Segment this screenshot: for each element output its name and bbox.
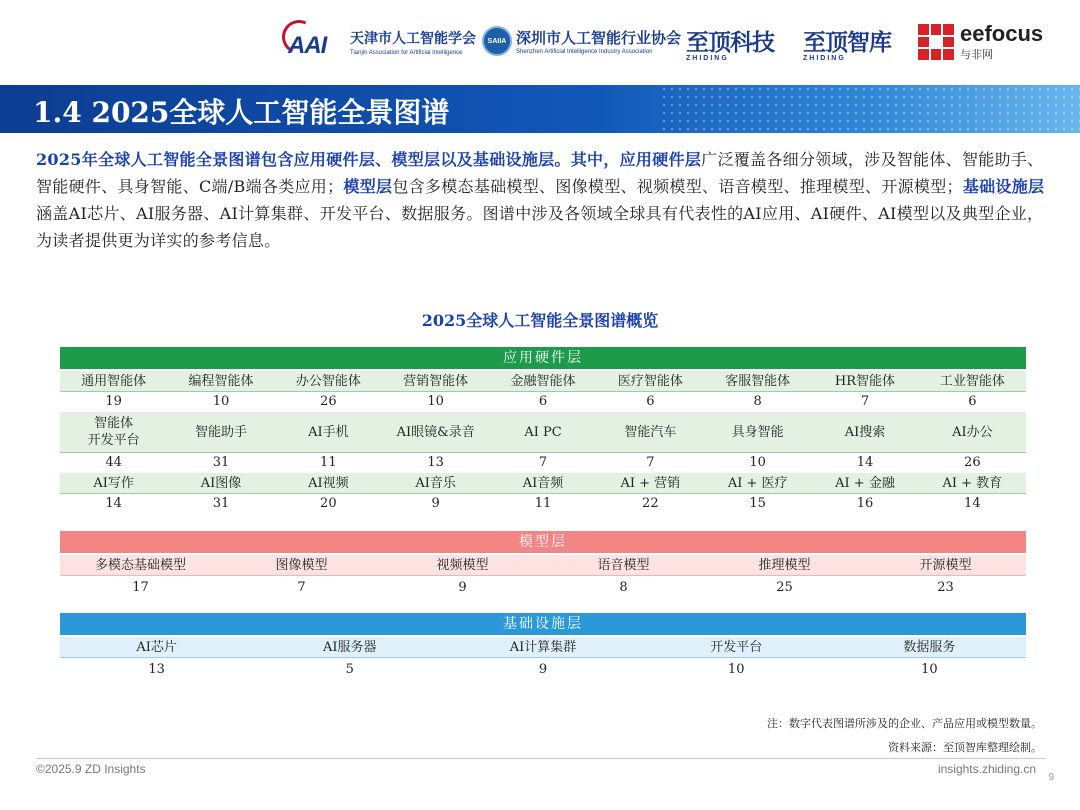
footer-copyright: ©2025.9 ZD Insights	[36, 762, 146, 776]
shenzhen-ai-association-logo	[482, 26, 681, 56]
infra-value: 5	[345, 661, 354, 677]
model-label: 开源模型	[919, 557, 972, 573]
app-value: 14	[105, 496, 122, 511]
app-label: AI写作	[93, 475, 134, 491]
model-label: 推理模型	[758, 557, 811, 573]
app-value: 7	[860, 394, 870, 409]
infra-label: 开发平台	[710, 639, 763, 655]
tianjin-logo-mark	[280, 20, 350, 64]
app-label: AI眼镜&录音	[396, 424, 475, 440]
app-label: 智能汽车	[624, 424, 677, 440]
app-label: AI + 医疗	[727, 475, 788, 491]
app-value: 26	[320, 394, 337, 409]
model-label: 语音模型	[597, 557, 650, 573]
model-label: 视频模型	[436, 557, 489, 573]
app-label: 金融智能体	[510, 373, 576, 389]
app-row-3-values	[60, 494, 1026, 513]
page-title: 1.4 2025全球人工智能全景图谱	[33, 96, 450, 129]
app-value: 9	[431, 496, 440, 511]
tianjin-logo-en: Tianjin Association for Artificial Intelligence	[350, 50, 463, 56]
app-label: 编程智能体	[188, 373, 254, 389]
app-value: 13	[427, 455, 444, 470]
intro-part-4: 包含多模态基础模型、图像模型、视频模型、语音模型、推理模型、开源模型；	[392, 177, 963, 196]
shenzhen-logo-en: Shenzhen Artificial Intelligence Industry Association	[516, 49, 653, 55]
tianjin-logo-cn: 天津市人工智能学会	[350, 31, 476, 47]
infra-label: AI服务器	[323, 639, 377, 655]
model-value: 9	[458, 579, 467, 595]
app-label: 智能体 开发平台	[87, 416, 140, 448]
app-label: HR智能体	[834, 373, 896, 389]
infra-value: 10	[727, 661, 745, 677]
app-label: AI音乐	[415, 475, 456, 491]
model-value: 8	[619, 579, 628, 595]
app-value: 31	[212, 455, 230, 470]
app-value: 6	[646, 394, 655, 409]
app-label: AI视频	[308, 475, 349, 491]
model-value: 7	[297, 579, 306, 595]
zhiding-tech-logo	[686, 24, 774, 62]
app-value: 7	[646, 455, 655, 470]
app-value: 8	[753, 394, 762, 409]
app-value: 11	[320, 455, 337, 470]
app-value: 6	[538, 394, 548, 409]
intro-part-3: 模型层	[343, 177, 393, 196]
app-label: 工业智能体	[939, 373, 1005, 389]
app-label: 营销智能体	[403, 373, 469, 389]
footnote: 注：数字代表图谱所涉及的企业、产品应用或模型数量。	[767, 717, 1042, 730]
infra-value: 10	[921, 661, 938, 677]
app-value: 15	[749, 496, 766, 511]
intro-part-6: 涵盖AI芯片、AI服务器、AI计算集群、开发平台、数据服务。图谱中涉及各领域全球具有代表性的AI应用、AI硬件、AI模型以及典型企业，为读者提供更为详实的参考信息。	[36, 204, 1044, 250]
infra-row-labels	[60, 637, 1026, 657]
app-label: 办公智能体	[295, 373, 361, 389]
app-label: 具身智能	[731, 424, 784, 440]
app-label: AI办公	[952, 424, 993, 440]
model-row-labels	[60, 555, 1026, 575]
title-banner	[0, 85, 1080, 133]
app-value: 22	[642, 496, 659, 511]
infra-layer-header: 基础设施层	[60, 613, 1026, 635]
eefocus-grid-icon	[918, 24, 954, 60]
zhiding-think-tank-logo	[803, 24, 891, 62]
tianjin-ai-association-logo	[280, 20, 476, 64]
app-label: 智能助手	[194, 424, 247, 440]
app-row-2-values	[60, 453, 1026, 472]
intro-part-5: 基础设施层	[962, 177, 1045, 196]
shenzhen-logo-badge: SAIIA	[482, 26, 512, 56]
page-number: 9	[1048, 772, 1054, 783]
app-row-3-labels	[60, 473, 1026, 493]
table-title: 2025全球人工智能全景图谱概览	[421, 311, 659, 330]
app-value: 16	[856, 496, 874, 511]
app-value: 31	[212, 496, 230, 511]
intro-part-2: 广泛覆盖各细分领域，涉及智能体、智能助手、智能硬件、具身智能、C端/B端各类应用；	[36, 150, 1044, 196]
app-label: AI搜索	[844, 424, 886, 440]
app-label: AI图像	[200, 475, 242, 491]
infra-row-values	[60, 659, 1026, 679]
model-value: 25	[776, 579, 793, 595]
model-label: 图像模型	[275, 557, 328, 573]
infra-label: AI计算集群	[509, 639, 577, 655]
app-label: 通用智能体	[81, 373, 147, 389]
footer-website: insights.zhiding.cn	[937, 762, 1036, 776]
app-label: AI音频	[522, 475, 564, 491]
app-layer-header: 应用硬件层	[60, 347, 1026, 369]
source-note: 资料来源：至顶智库整理绘制。	[888, 741, 1042, 754]
app-label: AI + 金融	[835, 475, 895, 491]
app-row-1-labels	[60, 371, 1026, 391]
zhiding-think-logo-sub: ZHIDING	[803, 55, 846, 62]
zhiding-tech-logo-text: 至顶科技	[686, 30, 774, 56]
app-label: AI手机	[308, 424, 349, 440]
tianjin-logo-mark-text: AAI	[288, 32, 327, 59]
app-value: 14	[856, 455, 874, 470]
app-label: AI PC	[524, 424, 562, 440]
model-layer-header: 模型层	[60, 531, 1026, 553]
app-value: 10	[212, 394, 230, 409]
intro-part-1: 2025年全球人工智能全景图谱包含应用硬件层、模型层以及基础设施层。其中，应用硬件层	[36, 150, 702, 169]
app-value: 7	[538, 455, 548, 470]
app-label: AI + 营销	[620, 475, 681, 491]
zhiding-think-logo-text: 至顶智库	[803, 30, 891, 56]
app-value: 6	[968, 394, 977, 409]
app-value: 20	[320, 496, 337, 511]
app-label: AI + 教育	[942, 475, 1003, 491]
app-value: 26	[964, 455, 981, 470]
app-value: 14	[964, 496, 981, 511]
app-row-1-values	[60, 392, 1026, 411]
app-label: 医疗智能体	[617, 373, 683, 389]
zhiding-tech-logo-sub: ZHIDING	[686, 55, 729, 62]
infra-label: AI芯片	[136, 639, 177, 655]
model-label: 多模态基础模型	[94, 557, 186, 573]
infra-value: 9	[538, 661, 548, 677]
model-value: 17	[132, 579, 149, 595]
app-value: 44	[105, 455, 122, 470]
infra-label: 数据服务	[903, 639, 956, 655]
app-row-2-labels	[60, 412, 1026, 452]
header-logos	[0, 14, 1080, 74]
footer-divider	[36, 758, 1046, 759]
app-value: 11	[534, 496, 552, 511]
intro-paragraph	[36, 146, 1046, 254]
app-value: 19	[105, 394, 122, 409]
app-value: 10	[427, 394, 444, 409]
app-value: 10	[749, 455, 766, 470]
app-label: 客服智能体	[725, 373, 791, 389]
model-row-values	[60, 577, 1026, 597]
eefocus-logo	[918, 22, 1043, 62]
eefocus-logo-sub: 与非网	[960, 48, 993, 61]
infra-value: 13	[148, 661, 165, 677]
model-value: 23	[937, 579, 954, 595]
shenzhen-logo-cn: 深圳市人工智能行业协会	[516, 29, 682, 47]
eefocus-logo-text: eefocus	[960, 21, 1044, 46]
